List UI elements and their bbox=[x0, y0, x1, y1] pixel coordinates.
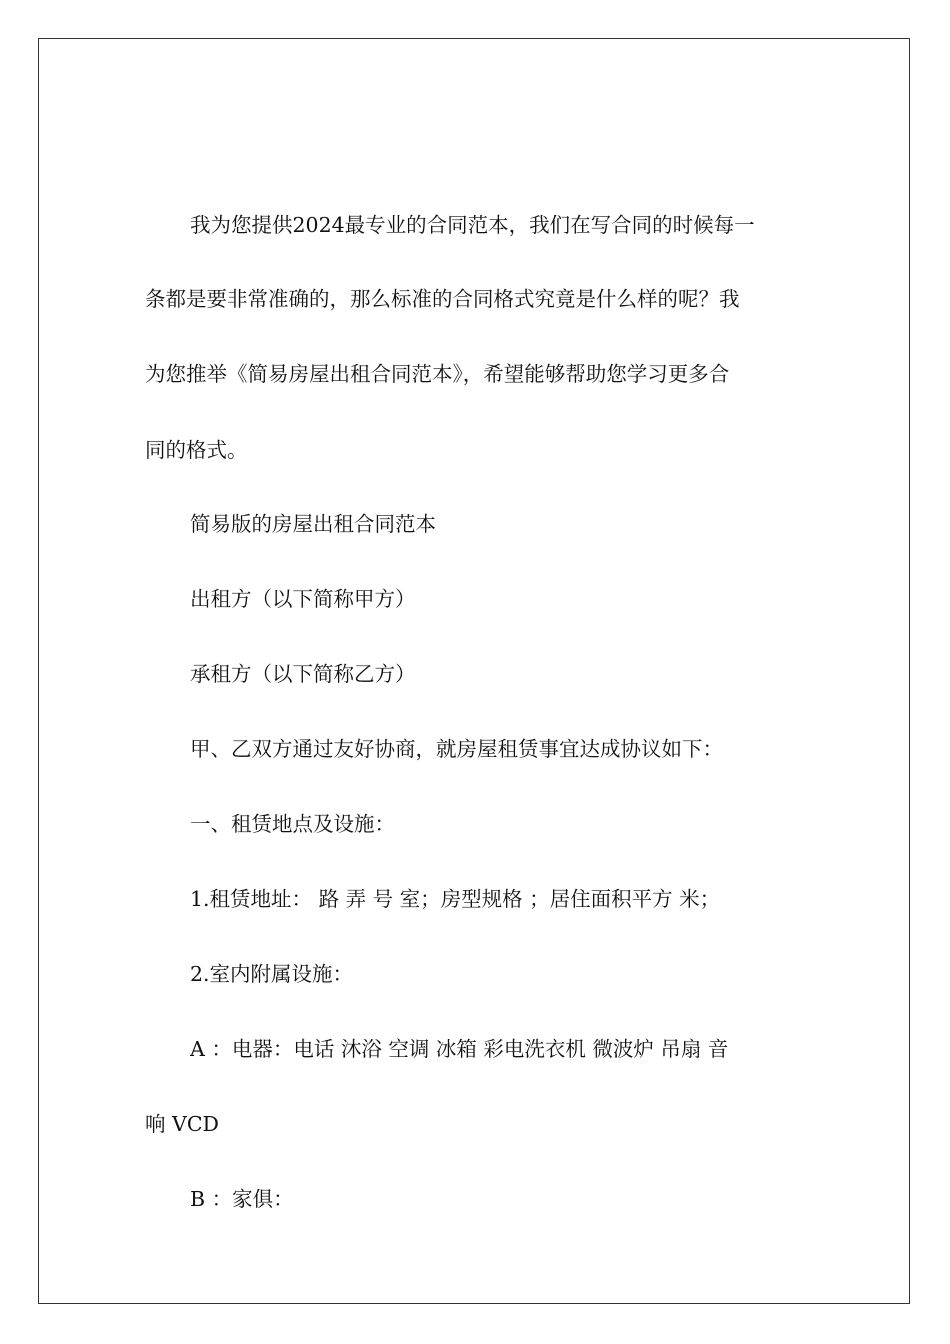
agreement-intro: 甲、乙双方通过友好协商，就房屋租赁事宜达成协议如下： bbox=[190, 737, 723, 761]
intro-line-1: 我为您提供2024最专业的合同范本，我们在写合同的时候每一 bbox=[190, 213, 755, 237]
lessee-line: 承租方（以下简称乙方） bbox=[190, 662, 416, 686]
item-b-furniture: B ：家俱： bbox=[190, 1187, 294, 1211]
intro-line-4: 同的格式。 bbox=[145, 438, 248, 462]
lessor-line: 出租方（以下简称甲方） bbox=[190, 587, 416, 611]
intro-line-2: 条都是要非常准确的，那么标准的合同格式究竟是什么样的呢？我 bbox=[145, 287, 740, 311]
intro-line-3: 为您推举《简易房屋出租合同范本》，希望能够帮助您学习更多合 bbox=[145, 362, 730, 386]
item-2-facilities: 2.室内附属设施： bbox=[190, 962, 354, 986]
item-a-appliances-line-2: 响 VCD bbox=[145, 1112, 219, 1136]
contract-title: 简易版的房屋出租合同范本 bbox=[190, 512, 436, 536]
item-1-address: 1.租赁地址： 路 弄 号 室；房型规格 ；居住面积平方 米； bbox=[190, 887, 721, 911]
section-1-heading: 一、租赁地点及设施： bbox=[190, 812, 395, 836]
item-a-appliances-line-1: A ：电器：电话 沐浴 空调 冰箱 彩电洗衣机 微波炉 吊扇 音 bbox=[190, 1037, 729, 1061]
